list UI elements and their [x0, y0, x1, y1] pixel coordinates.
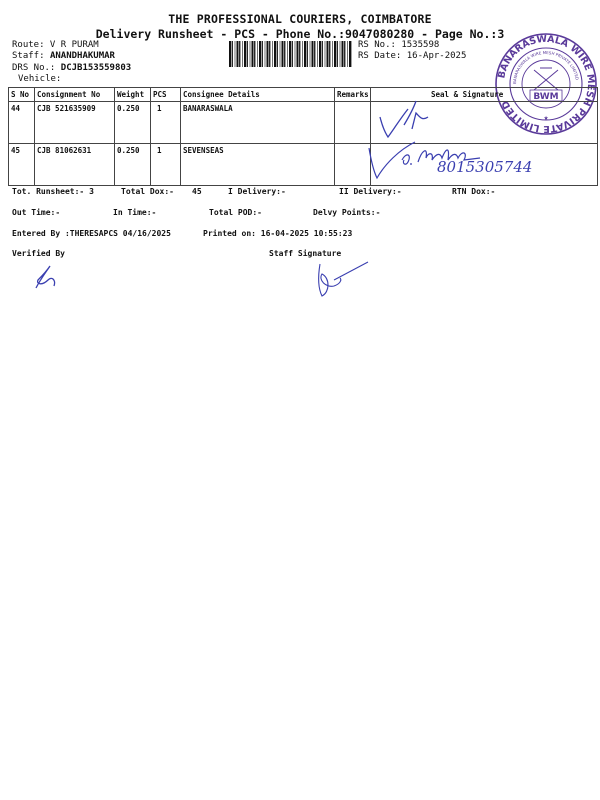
out-time: Out Time:-	[12, 208, 61, 217]
stamp-center-text: BWM	[533, 92, 559, 102]
table-header-row	[9, 88, 598, 102]
barcode	[229, 41, 352, 67]
printed-on: Printed on: 16-04-2025 10:55:23	[203, 229, 353, 238]
col-header-remarks: Remarks	[335, 88, 371, 102]
cell-weight: 0.250	[115, 144, 151, 186]
cell-pcs: 1	[151, 102, 181, 144]
table-row	[9, 102, 598, 144]
drs-label: DRS No.:	[12, 63, 56, 73]
ii-delivery: II Delivery:-	[339, 187, 402, 196]
col-header-consignment: Consignment No	[35, 88, 115, 102]
cell-sno: 44	[9, 102, 35, 144]
route-label: Route: V R PURAM	[12, 40, 99, 50]
drs-line	[12, 63, 131, 73]
drs-number: DCJB153559803	[60, 63, 132, 73]
col-header-sno: S No	[9, 88, 35, 102]
staff-signature-label: Staff Signature	[269, 249, 342, 258]
rs-number: RS No.: 1535598	[358, 40, 440, 50]
staff-line	[12, 51, 115, 61]
verified-by: Verified By	[12, 249, 65, 258]
in-time: In Time:-	[113, 208, 157, 217]
col-header-seal: Seal & Signature	[371, 88, 598, 102]
stamp-outer-text: BANARASWALA WIRE MESH PRIVATE LIMITED	[496, 33, 597, 135]
total-dox-value: 45	[192, 187, 202, 196]
runsheet-subtitle: Delivery Runsheet - PCS - Phone No.:9047080280 - Page No.:3	[95, 27, 505, 41]
col-header-consignee: Consignee Details	[181, 88, 335, 102]
entered-by: Entered By :THERESAPCS 04/16/2025	[12, 229, 171, 238]
staff-label: Staff:	[12, 51, 45, 61]
cell-consignment: CJB 521635909	[35, 102, 115, 144]
total-dox-label: Total Dox:-	[121, 187, 174, 196]
star-icon: ★	[543, 113, 549, 122]
verifier-signature	[28, 262, 64, 292]
cell-remarks	[335, 102, 371, 144]
col-header-pcs: PCS	[151, 88, 181, 102]
rtn-dox: RTN Dox:-	[452, 187, 496, 196]
handwritten-phone: 8015305744	[437, 158, 533, 176]
vehicle-label: Vehicle:	[18, 74, 62, 84]
delvy-points: Delvy Points:-	[313, 208, 381, 217]
cell-consignee: BANARASWALA	[181, 102, 335, 144]
staff-name: ANANDHAKUMAR	[49, 51, 115, 61]
staff-signature	[300, 258, 370, 302]
rs-date: RS Date: 16-Apr-2025	[358, 51, 467, 61]
cell-weight: 0.250	[115, 102, 151, 144]
total-pod: Total POD:-	[209, 208, 262, 217]
tot-runsheet: Tot. Runsheet:- 3	[12, 187, 94, 196]
cell-pcs: 1	[151, 144, 181, 186]
company-title: THE PROFESSIONAL COURIERS, COIMBATORE	[168, 12, 432, 26]
cell-sno: 45	[9, 144, 35, 186]
stamp-inner-text: BANARASWALA WIRE MESH PRIVATE LIMITED	[511, 49, 580, 85]
cell-consignment: CJB 81062631	[35, 144, 115, 186]
col-header-weight: Weight	[115, 88, 151, 102]
cell-consignee: SEVENSEAS	[181, 144, 335, 186]
i-delivery: I Delivery:-	[228, 187, 286, 196]
